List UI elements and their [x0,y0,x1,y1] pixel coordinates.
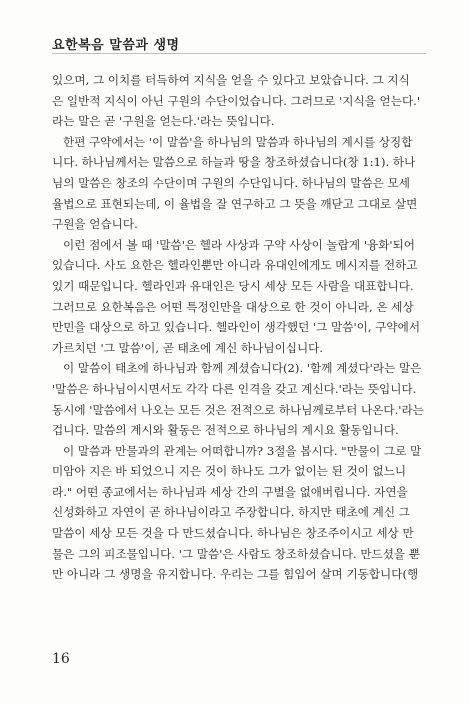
paragraph-first-line: 한편 구약에서는 '이 말씀'을 하나님의 말씀과 하나님의 계시를 상징합 [63,134,413,149]
text-line: 니다. 하나님께서는 말씀으로 하늘과 땅을 창조하셨습니다(창 1:1). 하나 [52,155,416,170]
text-line: '말씀은 하나님이시면서도 각각 다른 인격을 갖고 계신다.'라는 뜻입니다. [52,381,417,396]
body-text [52,70,425,585]
text-line: 신성화하고 자연이 곧 하나님이라고 주장합니다. 하지만 태초에 계신 그 [52,505,410,520]
text-line: 만민을 대상으로 하고 있습니다. 헬라인이 생각했던 '그 말씀'이, 구약에서 [52,320,421,335]
text-line: 있으며, 그 이치를 터득하여 지식을 얻을 수 있다고 보았습니다. 그 지식 [52,73,410,87]
page-number: 16 [52,651,70,667]
text-line: 겁니다. 말씀의 계시와 활동은 전적으로 하나님의 계시요 활동입니다. [52,423,399,438]
running-header: 요한복음 말씀과 생명 [52,38,180,53]
header-divider [52,53,426,54]
text-line: 구원을 얻습니다. [52,217,138,232]
text-line: 미암아 지은 바 되었으니 지은 것이 하나도 그가 없이는 된 것이 없느니 [52,464,407,479]
text-line: 만 아니라 그 생명을 유지합니다. 우리는 그를 힘입어 살며 기동합니다(행 [52,567,419,582]
text-line: 있기 때문입니다. 헬라인과 유대인은 당시 세상 모든 사람을 대표합니다. [52,278,414,293]
paragraph-first-line: 이런 점에서 볼 때 '말씀'은 헬라 사상과 구약 사상이 놀랍게 '융화'되어 [63,237,415,252]
text-line: 님의 말씀은 창조의 수단이며 구원의 수단입니다. 하나님의 말씀은 모세 [52,175,410,190]
text-line: 가르치던 '그 말씀'이, 곧 태초에 계신 하나님이십니다. [52,340,324,355]
paragraph-first-line: 이 말씀이 태초에 하나님과 함께 계셨습니다(2). '함께 계셨다'라는 말은 [63,361,422,376]
text-line: 그러므로 요한복음은 어떤 특정인만을 대상으로 한 것이 아니라, 온 세상 [52,299,414,314]
text-line: 동시에 '말씀에서 나오는 모든 것은 전적으로 하나님께로부터 나온다.'라는 [52,402,424,417]
text-line: 율법으로 표현되는데, 이 율법을 잘 연구하고 그 뜻을 깨닫고 그대로 살면 [52,196,418,211]
text-line: 있습니다. 사도 요한은 헬라인뿐만 아니라 유대인에게도 메시지를 전하고 [52,258,418,273]
text-line: 말씀이 세상 모든 것을 다 만드셨습니다. 하나님은 창조주이시고 세상 만 [52,526,414,541]
text-line: 은 일반적 지식이 아닌 구원의 수단이었습니다. 그러므로 '지식을 얻는다.' [52,93,421,108]
paragraph-first-line: 이 말씀과 만물과의 관계는 어떠합니까? 3절을 봅시다. "만물이 그로 말 [63,443,422,458]
text-line: 물은 그의 피조물입니다. '그 말씀'은 사람도 창조하셨습니다. 만드셨을 뿐 [52,546,421,561]
text-line: 라는 말은 곧 '구원을 얻는다.'라는 뜻입니다. [52,114,275,129]
text-line: 라." 어떤 종교에서는 하나님과 세상 간의 구별을 없애버립니다. 자연을 [52,484,408,499]
